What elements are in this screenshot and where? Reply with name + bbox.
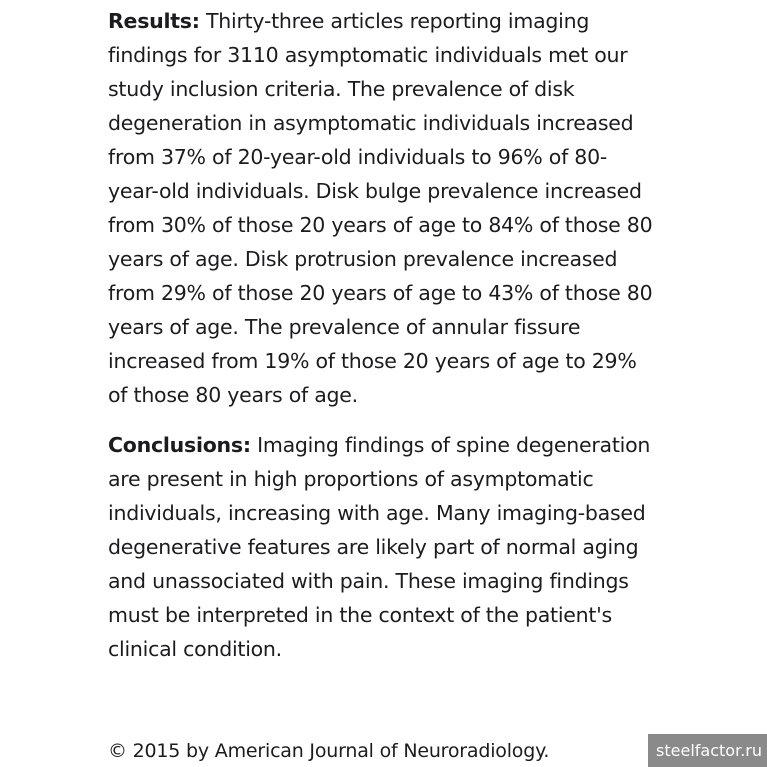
watermark-badge: steelfactor.ru [648,734,767,767]
abstract-body [108,4,653,666]
conclusions-label: Conclusions: [108,433,251,457]
results-paragraph [108,4,653,412]
copyright-notice: © 2015 by American Journal of Neuroradiology. [108,740,550,762]
conclusions-paragraph [108,428,653,666]
results-label: Results: [108,9,200,33]
conclusions-text: Imaging findings of spine degeneration are present in high proportions of asymptomatic individuals, increasing with age. Many imaging-based degenerative features are likely part of normal aging and unassociated with pain. These imaging findings must be interpreted in the context of the patient's clinical condition. [108,433,651,661]
results-text: Thirty-three articles reporting imaging findings for 3110 asymptomatic individuals met our study inclusion criteria. The prevalence of disk degeneration in asymptomatic individuals increased from 37% of 20-year-old individuals to 96% of 80-year-old individuals. Disk bulge prevalence increased from 30% of those 20 years of age to 84% of those 80 years of age. Disk protrusion prevalence increased from 29% of those 20 years of age to 43% of those 80 years of age. The prevalence of annular fissure increased from 19% of those 20 years of age to 29% of those 80 years of age. [108,9,653,407]
